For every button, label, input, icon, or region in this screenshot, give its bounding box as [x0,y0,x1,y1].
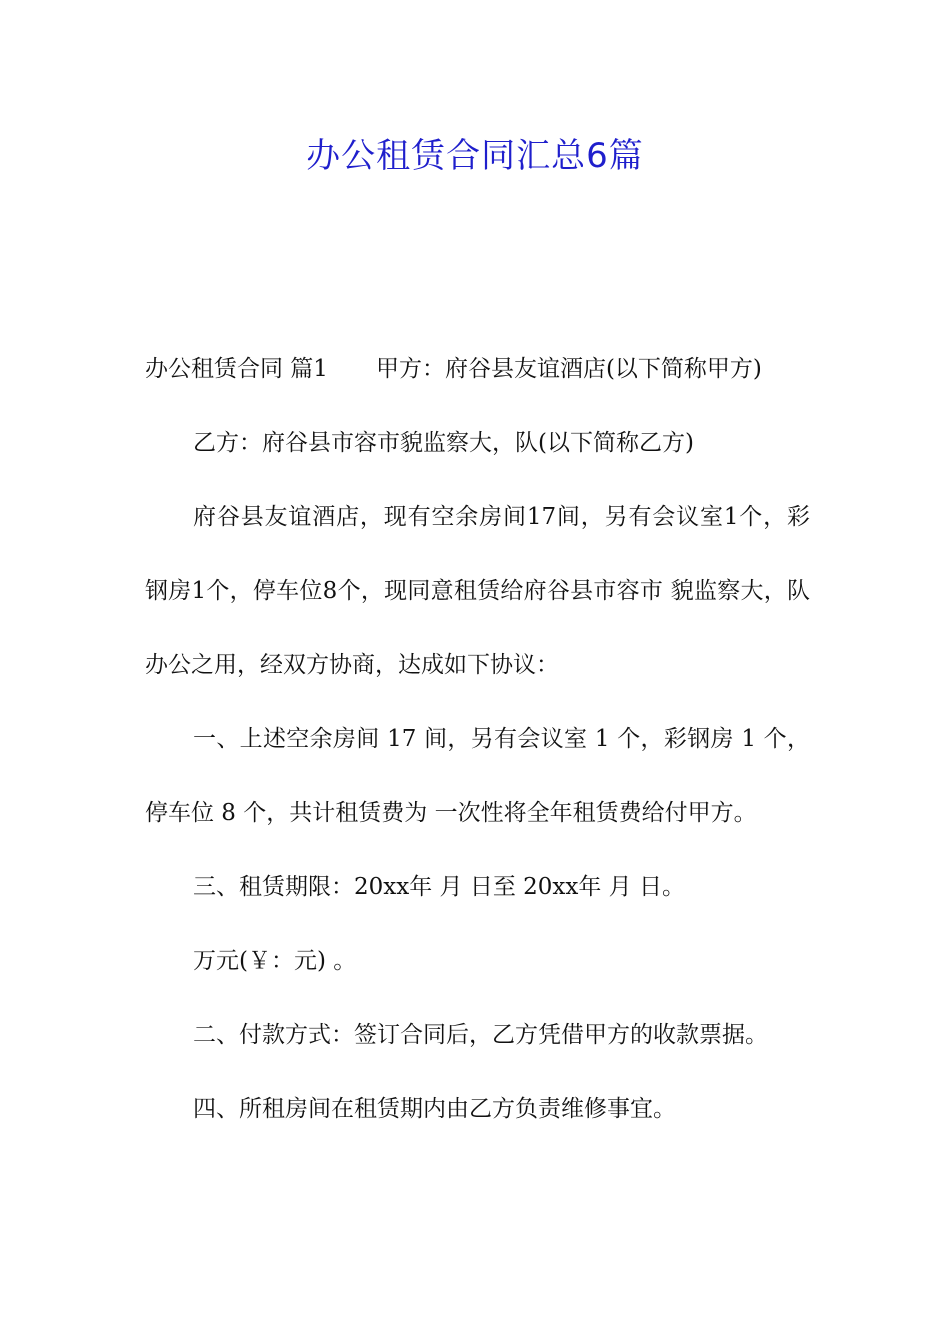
contract-heading: 办公租赁合同 篇1 [145,356,328,382]
document-title: 办公租赁合同汇总6篇 [306,136,644,176]
paragraph-intro: 府谷县友谊酒店，现有空余房间17间，另有会议室1个，彩钢房1个，停车位8个，现同意租赁给府谷县市容市 貌监察大，队办公之用，经双方协商，达成如下协议： [145,504,810,678]
document-body [145,332,810,1146]
paragraph-clause-2: 二、付款方式：签订合同后，乙方凭借甲方的收款票据。 [193,1022,768,1048]
paragraph-amount: 万元(￥：元) 。 [193,948,357,974]
paragraph-clause-4: 四、所租房间在租赁期内由乙方负责维修事宜。 [193,1096,676,1122]
party-a-text: 甲方：府谷县友谊酒店(以下简称甲方) [375,356,762,382]
paragraph-clause-1: 一、上述空余房间 17 间，另有会议室 1 个，彩钢房 1 个，停车位 8 个，共计租赁费为 一次性将全年租赁费给付甲方。 [145,726,810,826]
paragraph-party-b: 乙方：府谷县市容市貌监察大，队(以下简称乙方) [193,430,694,456]
paragraph-heading [145,332,810,406]
paragraph-clause-3: 三、租赁期限：20xx年 月 日至 20xx年 月 日。 [193,874,685,900]
